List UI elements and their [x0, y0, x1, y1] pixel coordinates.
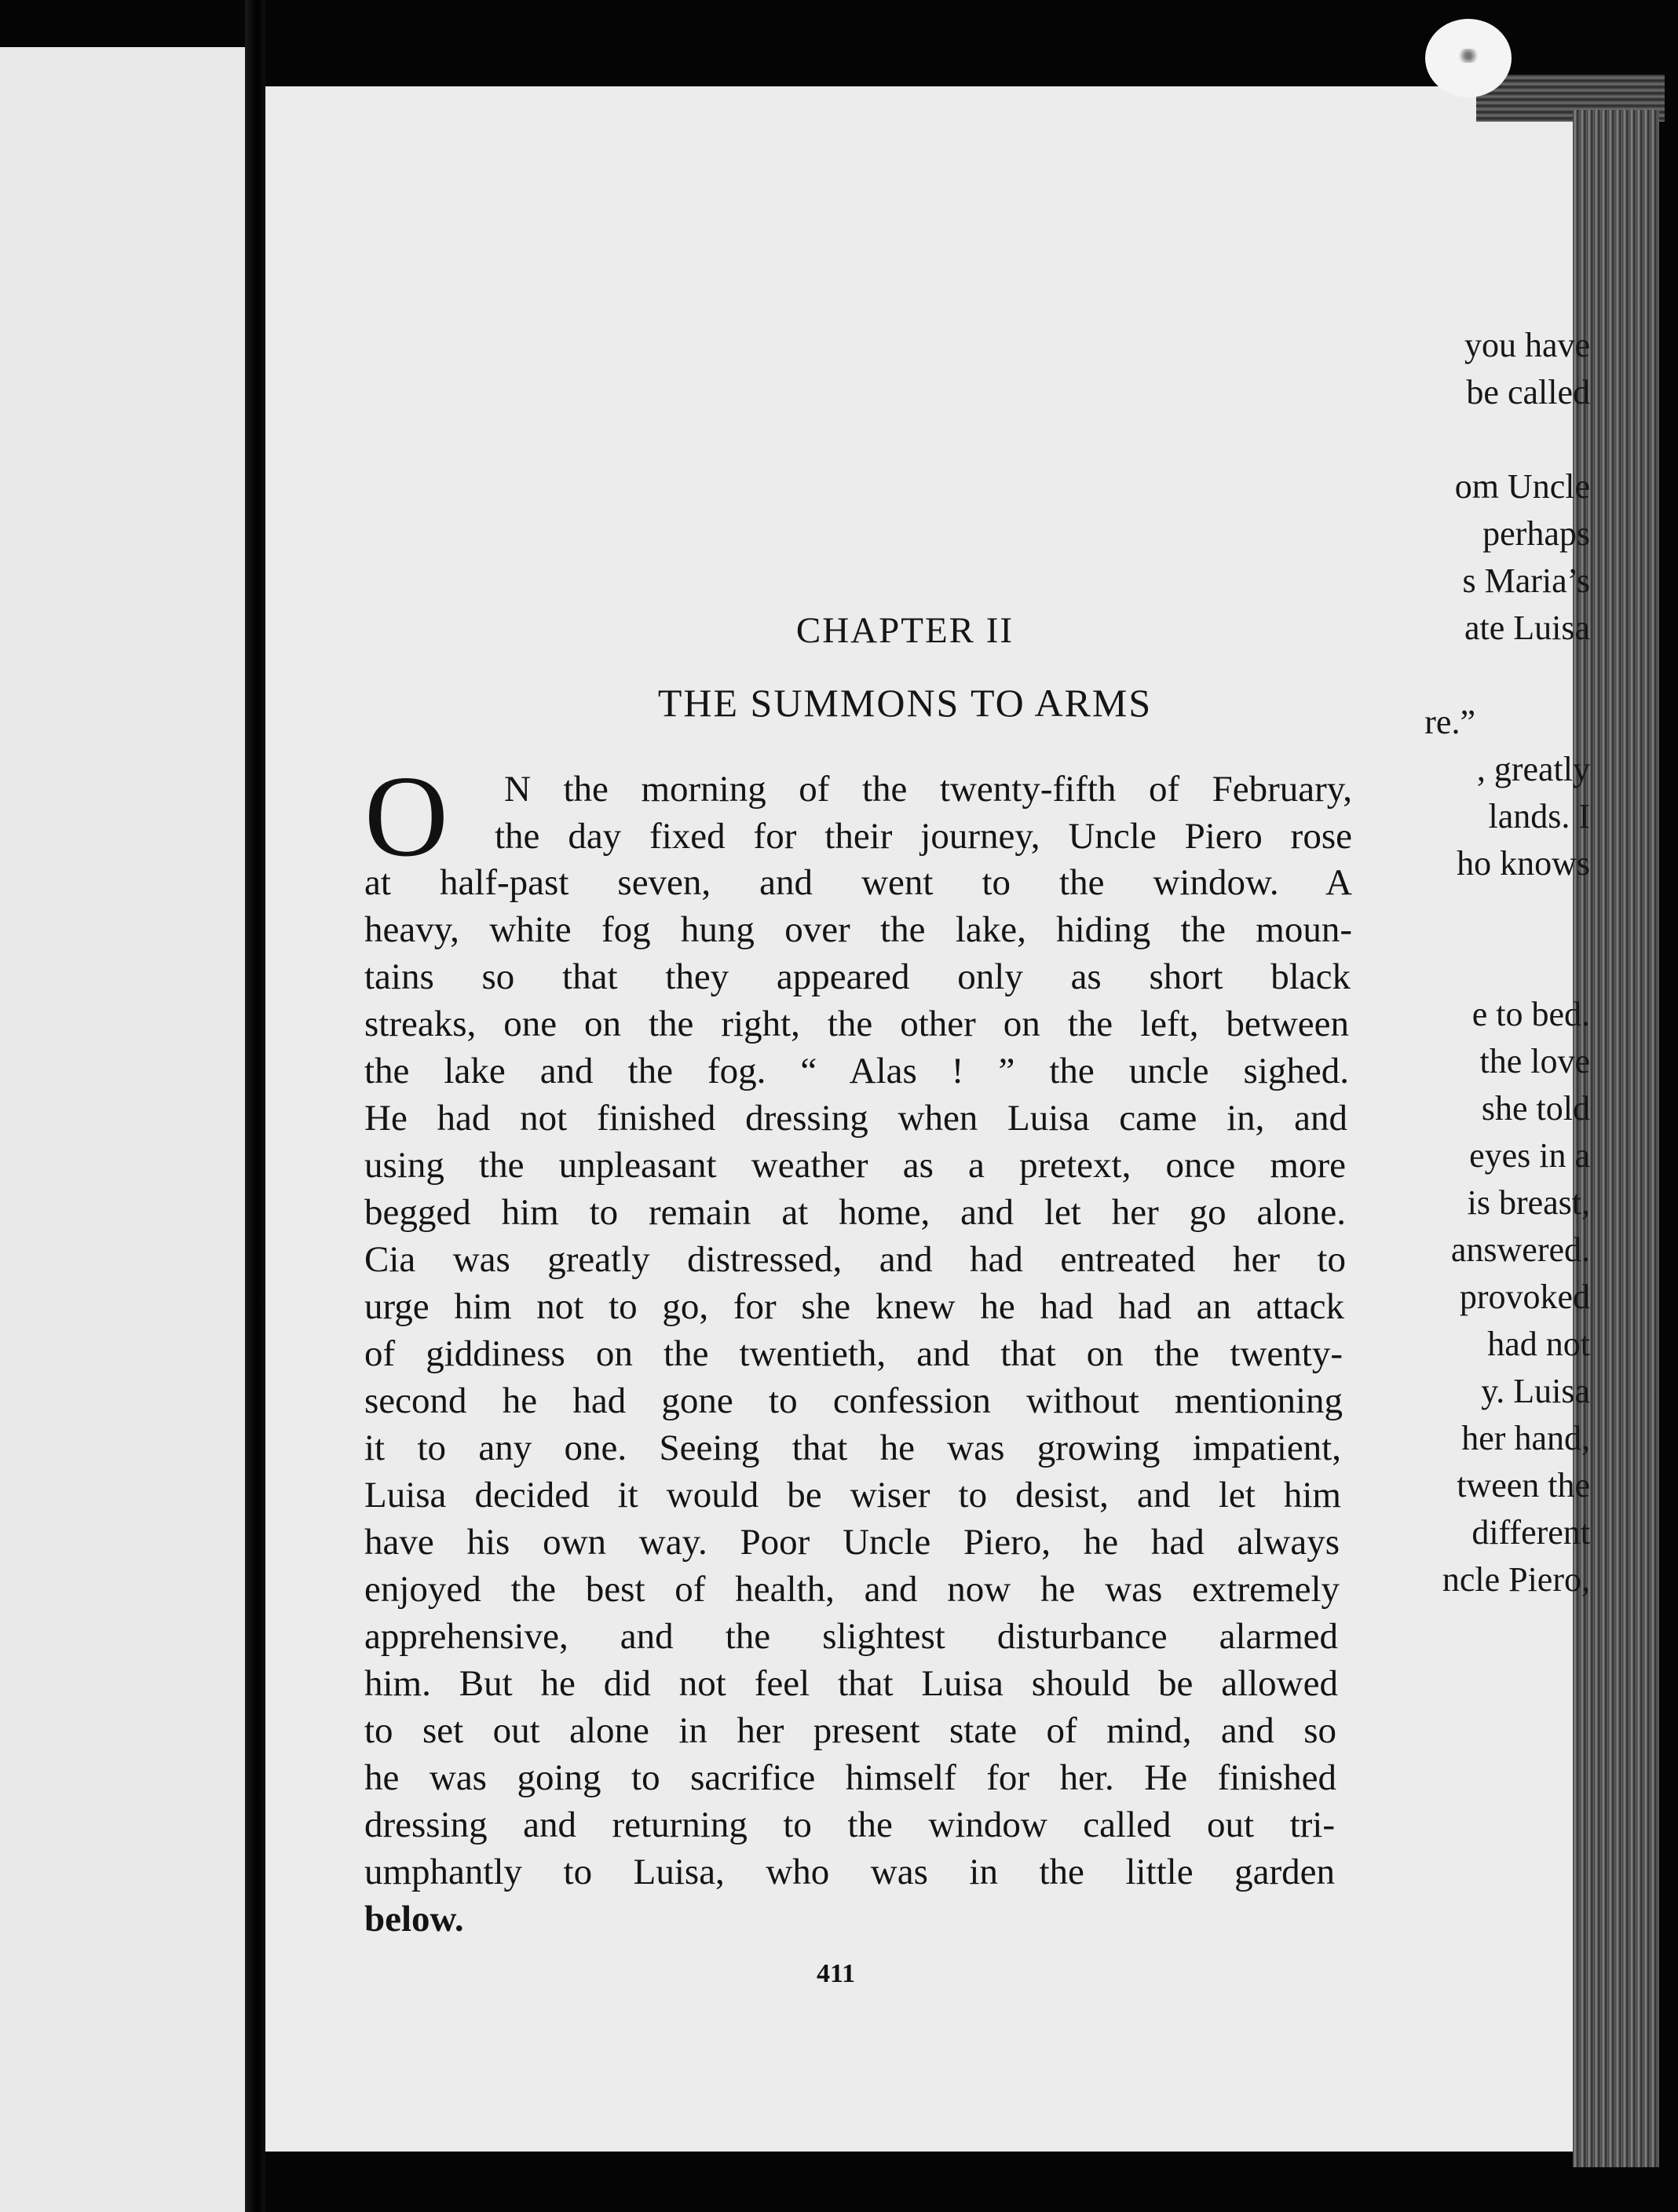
chapter-title-text: THE SUMMONS TO ARMS	[657, 681, 1153, 725]
body-line: second he had gone to confession without mentioning	[364, 1380, 1343, 1421]
left-page-line: y. Luisa	[1481, 1372, 1590, 1410]
chapter-heading-text: CHAPTER II	[795, 610, 1014, 651]
body-line: streaks, one on the right, the other on the left, between	[364, 1004, 1349, 1044]
left-page-line: ncle Piero,	[1442, 1560, 1590, 1599]
body-line: apprehensive, and the slightest disturbance alarmed	[364, 1616, 1338, 1657]
left-page	[0, 47, 245, 2212]
body-line: have his own way. Poor Uncle Piero, he had always	[364, 1522, 1340, 1563]
left-page-line: she told	[1481, 1089, 1590, 1128]
body-line: He had not finished dressing when Luisa came in, and	[364, 1098, 1347, 1139]
left-page-line: s Maria’s	[1462, 561, 1590, 600]
left-page-line: is breast,	[1467, 1183, 1590, 1222]
body-line: dressing and returning to the window called out tri-	[364, 1804, 1335, 1845]
book-gutter	[245, 0, 265, 2212]
left-page-line: lands. I	[1488, 797, 1590, 835]
body-line: tains so that they appeared only as short black	[364, 956, 1351, 997]
left-page-line: provoked	[1459, 1278, 1590, 1316]
body-line: heavy, white fog hung over the lake, hiding the moun-	[364, 909, 1352, 950]
body-line: begged him to remain at home, and let her go alone.	[364, 1192, 1346, 1233]
body-line: the day fixed for their journey, Uncle Piero rose	[495, 816, 1352, 857]
chapter-heading	[0, 609, 1678, 652]
body-line: Luisa decided it would be wiser to desist, and let him	[364, 1475, 1341, 1515]
body-line: of giddiness on the twentieth, and that on the twenty-	[364, 1333, 1343, 1374]
left-page-line: perhaps	[1482, 514, 1590, 553]
body-line: below.	[364, 1899, 464, 1940]
body-line: Cia was greatly distressed, and had entreated her to	[364, 1239, 1346, 1280]
body-line: using the unpleasant weather as a pretext, once more	[364, 1145, 1346, 1186]
body-line: he was going to sacrifice himself for her. He finished	[364, 1757, 1336, 1798]
page-number: 411	[817, 1959, 856, 1988]
body-line: at half-past seven, and went to the window. A	[364, 862, 1352, 903]
body-line: enjoyed the best of health, and now he was extremely	[364, 1569, 1340, 1610]
left-page-line: had not	[1487, 1325, 1590, 1363]
left-page-line: om Uncle	[1454, 467, 1590, 506]
left-page-line: the love	[1479, 1042, 1590, 1080]
drop-cap: O	[364, 752, 448, 881]
left-page-line: you have	[1464, 326, 1590, 364]
body-line: to set out alone in her present state of mind, and so	[364, 1710, 1336, 1751]
body-line: umphantly to Luisa, who was in the little garden	[364, 1852, 1335, 1892]
body-line: N the morning of the twenty-fifth of February,	[504, 769, 1352, 810]
body-line: it to any one. Seeing that he was growing impatient,	[364, 1428, 1341, 1468]
chapter-title	[0, 680, 1678, 726]
body-line: urge him not to go, for she knew he had had an attack	[364, 1286, 1344, 1327]
left-page-line: her hand,	[1461, 1419, 1590, 1457]
left-page-line: e to bed.	[1471, 995, 1590, 1033]
body-line: him. But he did not feel that Luisa should be allowed	[364, 1663, 1338, 1704]
left-page-line: be called	[1466, 373, 1590, 411]
left-page-line: answered.	[1450, 1230, 1590, 1269]
left-page-line: tween the	[1457, 1466, 1590, 1505]
left-page-line: eyes in a	[1469, 1136, 1590, 1175]
library-stamp	[1425, 19, 1512, 97]
left-page-line: re.”	[1424, 703, 1475, 741]
left-page-line: ate Luisa	[1464, 609, 1590, 647]
body-line: the lake and the fog. “ Alas ! ” the uncle sighed.	[364, 1051, 1349, 1091]
left-page-line: , greatly	[1476, 750, 1590, 788]
left-page-line: different	[1471, 1513, 1590, 1552]
left-page-line: ho knows	[1457, 844, 1590, 883]
